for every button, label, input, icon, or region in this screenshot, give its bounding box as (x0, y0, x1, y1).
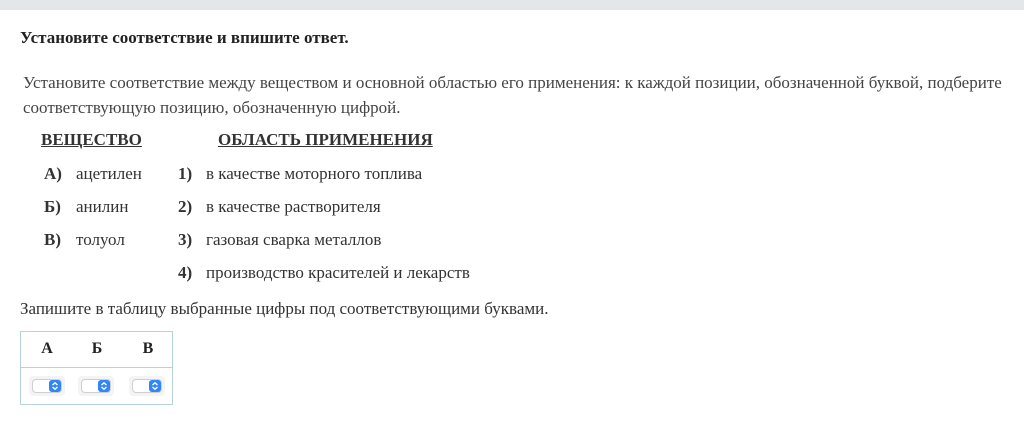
answer-header-a: А (41, 340, 53, 357)
substance-item-a (44, 164, 142, 184)
task-intro: Установите соответствие между веществом и основной областью его применения: к каждой позиции, обозначенной буквой, подберите соответствующую позицию, обозначенную цифрой. (23, 73, 1002, 117)
substance-key: В) (44, 230, 61, 249)
application-label: в качестве моторного топлива (206, 164, 423, 183)
application-column-title: ОБЛАСТЬ ПРИМЕНЕНИЯ (218, 130, 433, 149)
substance-item-v (44, 230, 125, 250)
application-item-1 (178, 164, 422, 184)
substance-label: толуол (76, 230, 125, 249)
application-item-3 (178, 230, 381, 250)
substance-key: Б) (44, 197, 61, 216)
substance-label: анилин (76, 197, 129, 216)
substance-item-b (44, 197, 128, 217)
substance-column-title: ВЕЩЕСТВО (41, 130, 142, 149)
question-header: Установите соответствие и впишите ответ. (20, 28, 349, 47)
answer-select-b[interactable] (78, 376, 114, 396)
application-key: 2) (178, 197, 193, 216)
application-key: 3) (178, 230, 193, 249)
application-key: 4) (178, 263, 193, 282)
chevron-up-down-icon[interactable] (149, 380, 161, 392)
chevron-up-down-icon[interactable] (98, 380, 110, 392)
top-bar (0, 0, 1024, 10)
application-key: 1) (178, 164, 193, 183)
answer-select-a[interactable] (29, 376, 65, 396)
substance-key: А) (44, 164, 62, 183)
chevron-up-down-icon[interactable] (49, 380, 61, 392)
application-item-4 (178, 263, 470, 283)
answer-table (20, 331, 173, 405)
answer-table-header (21, 332, 172, 368)
application-label: газовая сварка металлов (206, 230, 382, 249)
answer-select-v[interactable] (129, 376, 165, 396)
application-item-2 (178, 197, 381, 217)
answer-header-b: Б (91, 340, 103, 357)
substance-label: ацетилен (76, 164, 142, 183)
answer-header-v: В (142, 340, 154, 357)
answer-instruction: Запишите в таблицу выбранные цифры под соответствующими буквами. (20, 299, 549, 318)
application-label: производство красителей и лекарств (206, 263, 470, 282)
application-label: в качестве растворителя (206, 197, 381, 216)
